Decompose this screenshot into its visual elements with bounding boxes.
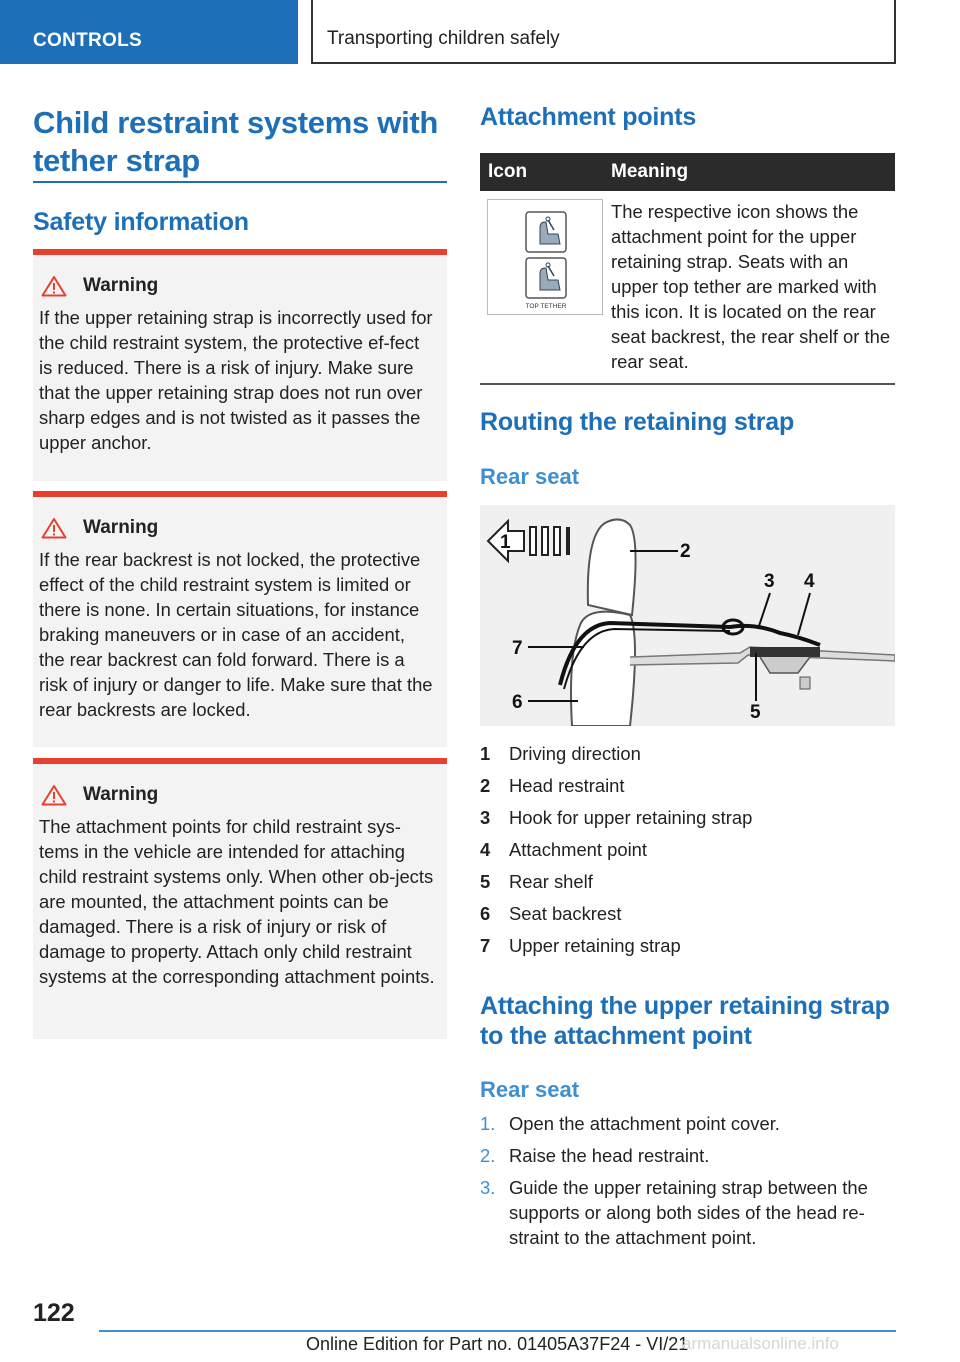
warning-text: The attachment points for child restraint sys‐tems in the vehicle are intended for attaching child restraint systems only. When other ob‐jects are mounted, the attachment points can be damaged. There is a risk of injury or risk of damage to property. Attach only child restraint systems at the corresponding attachment points. (39, 816, 435, 987)
safety-heading: Safety information (33, 208, 249, 236)
list-item: 5 Rear shelf (480, 871, 593, 892)
edition-text: Online Edition for Part no. 01405A37F24 - VI/21 (306, 1334, 689, 1354)
footer-rule (99, 1330, 896, 1332)
list-item: 3. Guide the upper retaining strap between the supports or along both sides of the head re‐straint to the attachment point. (480, 1177, 868, 1248)
attachment-table (480, 153, 895, 385)
meaning-text: The respective icon shows the attachment point for the upper retaining strap. Seats with an upper top tether are marked with this icon. It is located on the rear seat backrest, the rear shelf or the rear seat. (611, 201, 891, 372)
callout-4: 4 (804, 571, 815, 592)
title-rule (33, 181, 447, 183)
callout-3: 3 (764, 571, 775, 592)
warning-title: Warning (83, 517, 159, 538)
rear-seat-subheading-2: Rear seat (480, 1077, 580, 1102)
attachment-point-shape (750, 647, 820, 657)
section-tab (0, 0, 298, 64)
routing-heading: Routing the retaining strap (480, 408, 795, 436)
table-header (480, 153, 895, 191)
callout-6: 6 (512, 692, 523, 713)
watermark: armanualsonline.info (682, 1334, 839, 1353)
list-item: 4 Attachment point (480, 839, 648, 860)
warning-triangle-icon (41, 517, 67, 539)
list-item: 3 Hook for upper retaining strap (480, 807, 753, 828)
warning-title: Warning (83, 275, 159, 296)
warning-box-1 (33, 249, 447, 481)
warning-box-2 (33, 491, 447, 747)
top-tether-icon (487, 199, 603, 315)
table-row (480, 191, 895, 385)
callout-2: 2 (680, 541, 691, 562)
list-item: 1 Driving direction (480, 743, 641, 764)
warning-text: If the upper retaining strap is incorrectly used for the child restraint system, the protective ef‐fect is reduced. There is a risk of injury. Make sure that the upper retaining strap does not run over sharp edges and is not twisted as it passes the upper anchor. (39, 307, 433, 453)
warning-triangle-icon (41, 275, 67, 297)
list-item: 6 Seat backrest (480, 903, 622, 924)
page-number: 122 (33, 1299, 75, 1327)
chapter-tab (311, 0, 896, 64)
steps-list (480, 1111, 895, 1257)
head-restraint-shape (588, 519, 636, 615)
section-label: CONTROLS (33, 30, 143, 51)
chapter-label: Transporting children safely (327, 28, 560, 49)
callout-5: 5 (750, 702, 761, 723)
rear-seat-subheading: Rear seat (480, 464, 580, 489)
warning-title: Warning (83, 784, 159, 805)
col-meaning-header: Meaning (611, 161, 689, 182)
figure-legend (480, 738, 895, 962)
top-tether-caption: TOP TETHER (525, 303, 567, 310)
warning-text: If the rear backrest is not locked, the protective effect of the child restraint system is limited or there is none. In certain situations, for instance braking maneuvers or in case of an accident, the rear backrest can fold forward. There is a risk of injury or danger to life. Make sure that the rear backrests are locked. (39, 549, 433, 720)
warning-triangle-icon (41, 784, 67, 806)
attachment-heading: Attachment points (480, 103, 697, 131)
list-item: 2. Raise the head restraint. (480, 1145, 710, 1166)
attaching-heading: Attaching the upper retaining strap to the attachment point (480, 992, 890, 1050)
callout-7: 7 (512, 638, 523, 659)
list-item: 2 Head restraint (480, 775, 625, 796)
callout-1: 1 (500, 532, 511, 553)
list-item: 7 Upper retaining strap (480, 935, 681, 956)
col-icon-header: Icon (488, 161, 528, 182)
page-title: Child restraint systems with tether strap (33, 105, 439, 178)
strap-routing-figure (480, 505, 895, 726)
list-item: 1. Open the attachment point cover. (480, 1113, 780, 1134)
warning-box-3 (33, 758, 447, 1039)
